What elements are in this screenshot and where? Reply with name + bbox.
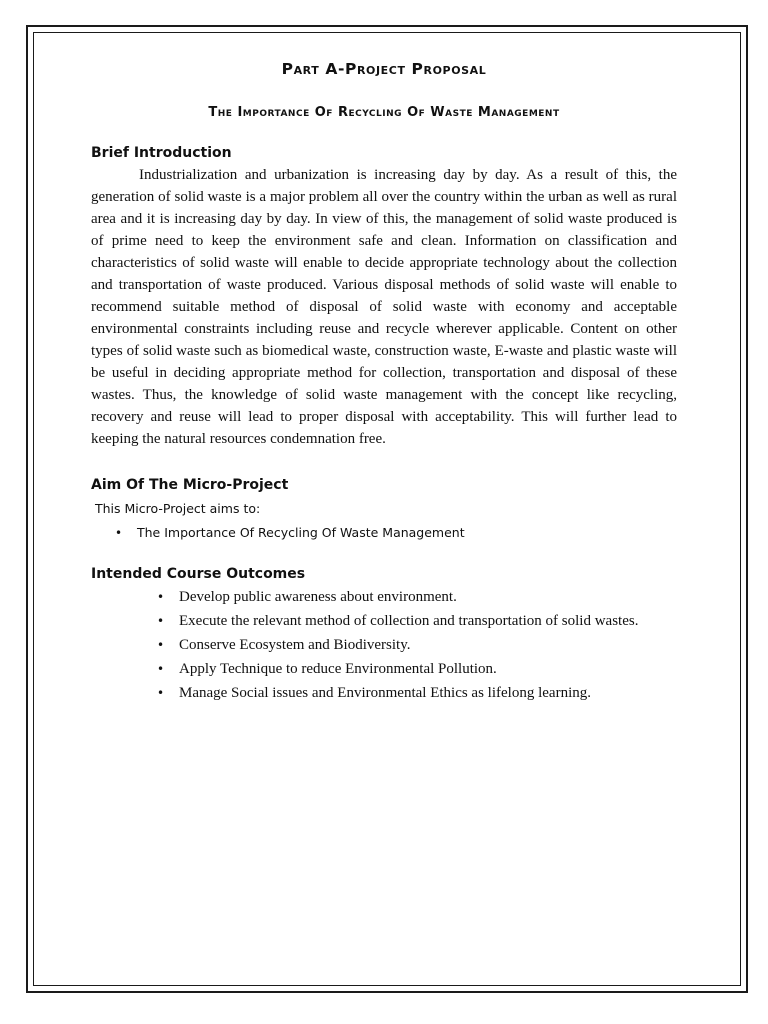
aim-item-text: The Importance Of Recycling Of Waste Management [137,525,465,540]
bullet-icon: • [157,614,165,628]
bullet-icon: • [157,686,165,700]
document-subtitle: The Importance Of Recycling Of Waste Management [208,105,560,120]
outcome-item-text: Develop public awareness about environment. [179,589,457,605]
outcome-item-text: Apply Technique to reduce Environmental Pollution. [179,661,497,677]
list-item [91,659,677,680]
aim-list [91,523,677,543]
intro-paragraph: Industrialization and urbanization is increasing day by day. As a result of this, the generation of solid waste is a major problem all over the country within the urban as well as rural area and it is increasing day by day. In view of this, the management of solid waste produced is of prime need to keep the environment safe and clean. Information on classification and characteristics of solid waste will enable to decide appropriate technology about the collection and transportation of waste produced. Various disposal methods of solid waste will enable to recommend suitable method of disposal of solid waste with economy and acceptable environmental constraints including reuse and recycle wherever applicable. Content on other types of solid waste such as biomedical waste, construction waste, E-waste and plastic waste will be useful in deciding appropriate method for collection, transportation and disposal of these wastes. Thus, the knowledge of solid waste management with the concept like recycling, recovery and reuse will lead to proper disposal with acceptability. This will further lead to keeping the natural resources condemnation free. [91,167,677,447]
bullet-icon: • [157,590,165,604]
list-item [91,587,677,608]
list-item [91,635,677,656]
list-item [91,611,677,632]
list-item [91,523,677,543]
document-body [91,56,677,707]
intro-heading: Brief Introduction [91,145,232,161]
bullet-icon: • [157,638,165,652]
outcome-item-text: Execute the relevant method of collection and transportation of solid wastes. [179,613,639,629]
aim-subheading: This Micro-Project aims to: [95,501,261,516]
aim-heading: Aim Of The Micro-Project [91,477,289,493]
outcome-item-text: Manage Social issues and Environmental Ethics as lifelong learning. [179,685,591,701]
outcome-item-text: Conserve Ecosystem and Biodiversity. [179,637,411,653]
outcomes-list [91,587,677,704]
bullet-icon: • [115,526,123,540]
document-title: Part A-Project Proposal [281,60,487,78]
list-item [91,683,677,704]
bullet-icon: • [157,662,165,676]
outcomes-heading: Intended Course Outcomes [91,566,306,582]
